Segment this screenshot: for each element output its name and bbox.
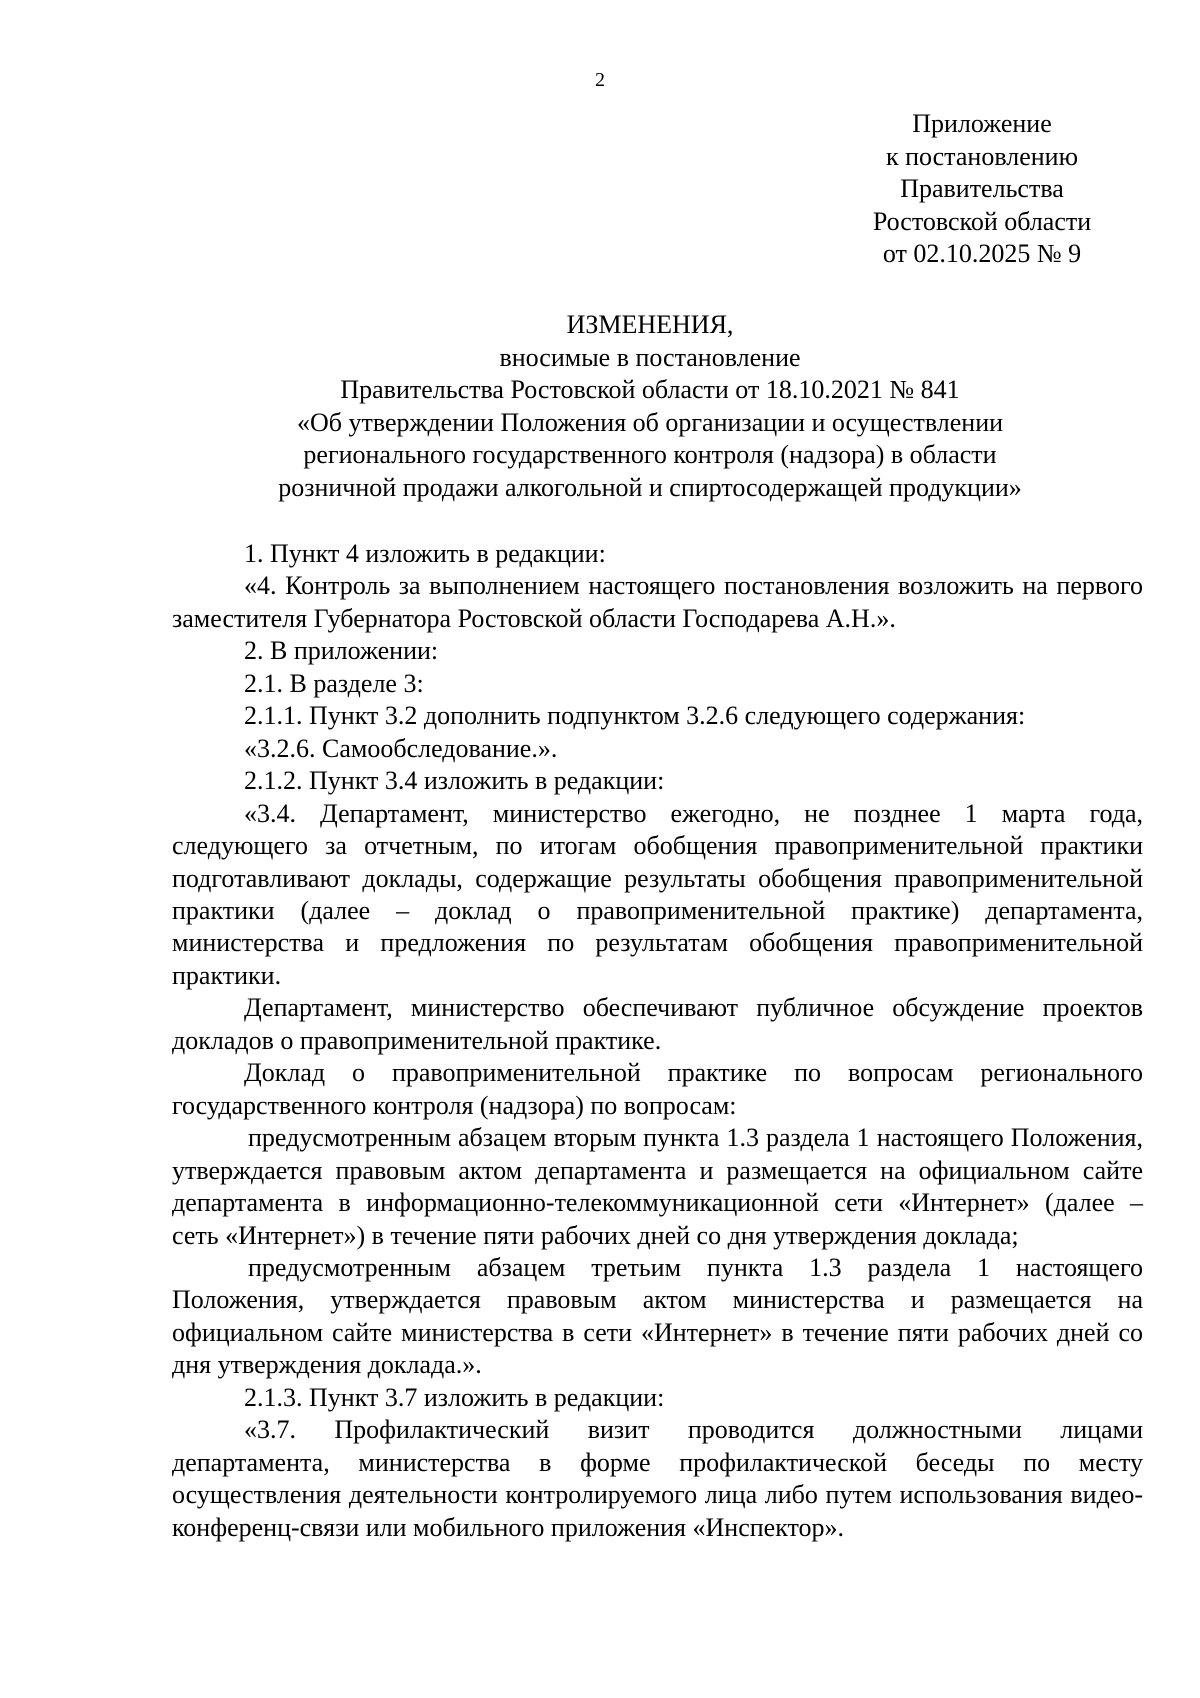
appendix-line: Правительства <box>900 174 1064 203</box>
paragraph: «3.7. Профилактический визит проводится должностными лицами департамента, министерства в форме профилактической беседы по месту осуществления деятельности контролируемого лица либо путем использования видео-конференц-связи или мобильного приложения «Инспектор». <box>172 1415 1143 1542</box>
title-line: Правительства Ростовской области от 18.10.2021 № 841 <box>340 375 960 404</box>
appendix-line: от 02.10.2025 № 9 <box>882 239 1082 268</box>
paragraph: предусмотренным абзацем третьим пункта 1.3 раздела 1 настоящего Положения, утверждается правовым актом министерства и размещается на официальном сайте министерства в сети «Интернет» в течение пяти рабочих дней со дня утверждения доклада.». <box>172 1252 1143 1380</box>
appendix-line: к постановлению <box>885 141 1079 171</box>
page-number: 2 <box>595 69 605 91</box>
title-line: розничной продажи алкогольной и спиртосодержащей продукции» <box>278 472 1022 502</box>
appendix-line: Приложение <box>912 109 1052 138</box>
paragraph: Департамент, министерство обеспечивают публичное обсуждение проектов докладов о правоприменительной практике. <box>172 993 1143 1055</box>
paragraph: 2.1. В разделе 3: <box>244 668 424 698</box>
document-body <box>172 538 1143 1544</box>
title-line: вносимые в постановление <box>499 342 801 372</box>
title-line: регионального государственного контроля (надзора) в области <box>303 440 997 469</box>
appendix-block <box>832 108 1132 271</box>
paragraph: Доклад о правоприменительной практике по вопросам регионального государственного контроля (надзора) по вопросам: <box>172 1058 1143 1120</box>
title-heading: ИЗМЕНЕНИЯ, <box>566 310 734 339</box>
paragraph: 2.1.3. Пункт 3.7 изложить в редакции: <box>244 1382 665 1412</box>
paragraph: 2.1.1. Пункт 3.2 дополнить подпунктом 3.2.6 следующего содержания: <box>244 701 1026 731</box>
paragraph: 2. В приложении: <box>244 636 439 666</box>
paragraph: предусмотренным абзацем вторым пункта 1.3 раздела 1 настоящего Положения, утверждается правовым актом департамента и размещается на официальном сайте департамента в информационно-телекоммуникационной сети «Интернет» (далее – сеть «Интернет») в течение пяти рабочих дней со дня утверждения доклада; <box>172 1123 1143 1250</box>
paragraph: «4. Контроль за выполнением настоящего постановления возложить на первого заместителя Губернатора Ростовской области Господарева А.Н.». <box>172 571 1143 633</box>
paragraph: «3.2.6. Самообследование.». <box>244 733 558 763</box>
title-line: «Об утверждении Положения об организации и осуществлении <box>296 407 1004 437</box>
document-title <box>150 309 1150 504</box>
paragraph: «3.4. Департамент, министерство ежегодно, не позднее 1 марта года, следующего за отчетным, по итогам обобщения правоприменительной практики подготавливают доклады, содержащие результаты обобщения правоприменительной практики (далее – доклад о правоприменительной практике) департамента, министерства и предложения по результатам обобщения правоприменительной практики. <box>172 798 1143 990</box>
appendix-line: Ростовской области <box>872 206 1092 236</box>
paragraph: 1. Пункт 4 изложить в редакции: <box>244 539 606 568</box>
paragraph: 2.1.2. Пункт 3.4 изложить в редакции: <box>244 766 665 796</box>
